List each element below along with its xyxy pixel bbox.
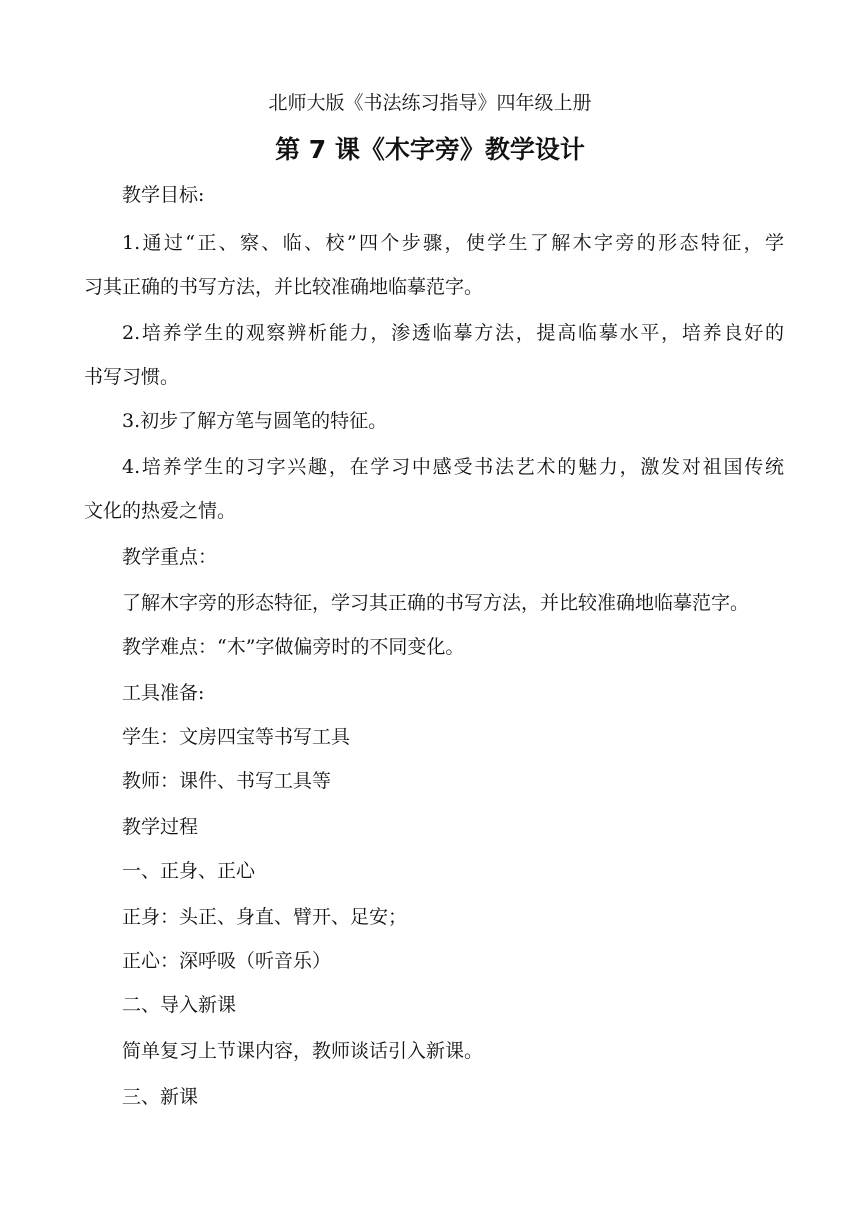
objective-1-line-2: 习其正确的书写方法，并比较准确地临摹范字。 — [84, 276, 484, 298]
difficulty-text: 教学难点：“木”字做偏旁时的不同变化。 — [122, 636, 465, 658]
section-2-heading: 二、导入新课 — [122, 994, 237, 1016]
section-1-mind: 正心：深呼吸（听音乐） — [122, 950, 332, 972]
objective-2-line-2: 书写习惯。 — [84, 366, 180, 388]
section-2-body: 简单复习上节课内容，教师谈话引入新课。 — [122, 1040, 484, 1062]
objective-3: 3.初步了解方笔与圆笔的特征。 — [122, 410, 388, 432]
document-subtitle: 北师大版《书法练习指导》四年级上册 — [268, 92, 592, 114]
objective-4-line-2: 文化的热爱之情。 — [84, 500, 237, 522]
tools-teacher: 教师：课件、书写工具等 — [122, 770, 332, 792]
objectives-heading: 教学目标: — [122, 184, 205, 206]
section-3-heading: 三、新课 — [122, 1086, 199, 1108]
section-1-body: 正身：头正、身直、臂开、足安； — [122, 906, 408, 928]
objective-1-line-1: 1.通过“正、察、临、校”四个步骤，使学生了解木字旁的形态特征，学 — [122, 232, 784, 254]
key-points-text: 了解木字旁的形态特征，学习其正确的书写方法，并比较准确地临摹范字。 — [122, 592, 750, 614]
tools-heading: 工具准备: — [122, 682, 205, 704]
objective-2-line-1: 2.培养学生的观察辨析能力，渗透临摹方法，提高临摹水平，培养良好的 — [122, 322, 784, 344]
tools-students: 学生：文房四宝等书写工具 — [122, 726, 351, 748]
objective-4-line-1: 4.培养学生的习字兴趣，在学习中感受书法艺术的魅力，激发对祖国传统 — [122, 456, 784, 478]
process-heading: 教学过程 — [122, 816, 199, 838]
section-1-heading: 一、正身、正心 — [122, 860, 256, 882]
key-points-heading: 教学重点： — [122, 546, 218, 568]
document-title: 第 7 课《木字旁》教学设计 — [275, 135, 585, 164]
